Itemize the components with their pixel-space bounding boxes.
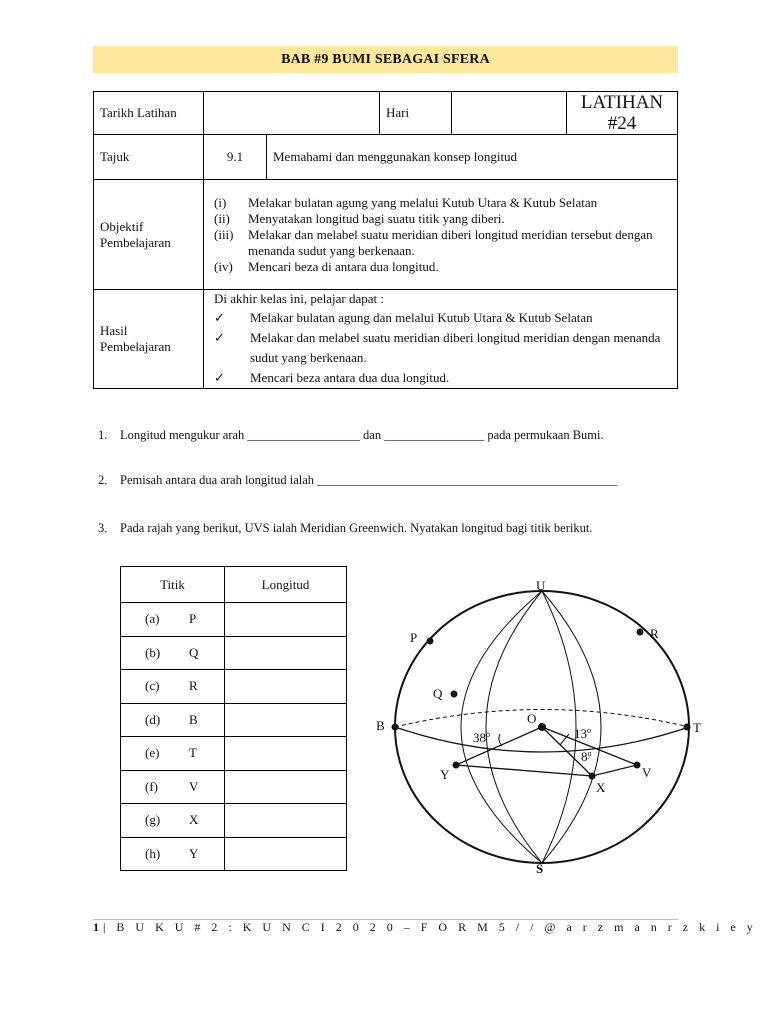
table-row: (e) T (121, 737, 347, 771)
titik-header: Titik (121, 567, 225, 603)
answer-cell[interactable] (225, 737, 347, 771)
tajuk-label: Tajuk (94, 135, 204, 180)
tarikh-label: Tarikh Latihan (94, 92, 204, 135)
meridian-left-outer (461, 591, 542, 863)
point-t-marker (684, 724, 691, 731)
outcome-item: ✓ Melakar dan melabel suatu meridian diberi longitud meridian dengan menanda sudut yang berkenaan. (214, 328, 671, 368)
meridian-left-inner (486, 591, 542, 863)
hari-label: Hari (380, 92, 452, 135)
label-v: V (642, 765, 652, 780)
label-s: S (536, 861, 544, 876)
check-icon: ✓ (214, 330, 225, 345)
objectives-cell (204, 180, 678, 290)
question-2: 2. Pemisah antara dua arah longitud ialah ________________________________________________ (98, 473, 618, 487)
angle-label-38: 38$^o$ (473, 730, 490, 745)
label-q: Q (433, 686, 443, 701)
answer-cell[interactable] (225, 603, 347, 637)
label-p: P (410, 630, 418, 645)
hasil-label-line2: Pembelajaran (100, 339, 171, 354)
point-p-marker (427, 638, 434, 645)
hasil-label (94, 290, 204, 389)
footer-text: | B U K U # 2 : K U N C I 2 0 2 0 – F O R M 5 / / @ a r z m a n r z k i e y (103, 920, 757, 934)
objektif-label-line1: Objektif (100, 218, 144, 234)
point-r-marker (637, 629, 644, 636)
longitud-header: Longitud (225, 567, 347, 603)
tajuk-text: Memahami dan menggunakan konsep longitud (267, 135, 678, 180)
point-y-marker (453, 762, 460, 769)
table-row: (a) P (121, 603, 347, 637)
answer-cell[interactable] (225, 770, 347, 804)
objective-item: (iv) Mencari beza di antara dua longitud. (214, 258, 439, 274)
meridian-greenwich (542, 591, 576, 863)
angle-label-8: 8$^o$ (581, 749, 592, 764)
tarikh-value (204, 92, 380, 135)
label-r: R (650, 626, 659, 641)
label-b: B (376, 718, 385, 733)
answer-cell[interactable] (225, 670, 347, 704)
page-number: 1 (93, 920, 103, 934)
label-y: Y (440, 767, 450, 782)
point-x-marker (589, 773, 596, 780)
angle-label-13: 13$^o$ (574, 726, 591, 741)
check-icon: ✓ (214, 370, 225, 385)
outcomes-intro: Di akhir kelas ini, pelajar dapat : (214, 291, 385, 306)
point-q-marker (451, 691, 458, 698)
hasil-label-line1: Hasil (100, 323, 128, 338)
objective-item: (i) Melakar bulatan agung yang melalui Kutub Utara & Kutub Selatan (214, 194, 598, 210)
table-row: (h) Y (121, 837, 347, 871)
objective-item: (iii) Melakar dan melabel suatu meridian diberi longitud meridian tersebut dengan menanda sudut yang berkenaan. (214, 226, 653, 258)
objektif-label-line2: Pembelajaran (100, 234, 171, 250)
answer-cell[interactable] (225, 703, 347, 737)
latihan-title: LATIHAN (580, 92, 664, 113)
outcome-item: ✓ Mencari beza antara dua dua longitud. (214, 368, 671, 388)
answer-cell[interactable] (225, 804, 347, 838)
point-b-marker (392, 724, 399, 731)
question-3: 3. Pada rajah yang berikut, UVS ialah Meridian Greenwich. Nyatakan longitud bagi titik berikut. (98, 521, 593, 535)
center-o-marker (538, 723, 546, 731)
hari-value (452, 92, 567, 135)
latihan-number (567, 92, 678, 135)
table-row: (g) X (121, 804, 347, 838)
objective-item: (ii) Menyatakan longitud bagi suatu titik yang diberi. (214, 210, 505, 226)
globe-diagram (360, 572, 710, 882)
table-row: (b) Q (121, 636, 347, 670)
lesson-info-table (93, 91, 678, 389)
table-row: (d) B (121, 703, 347, 737)
check-icon: ✓ (214, 310, 225, 325)
answer-cell[interactable] (225, 636, 347, 670)
label-x: X (596, 780, 606, 795)
chord-xv (592, 765, 637, 776)
answer-cell[interactable] (225, 837, 347, 871)
objektif-label (94, 180, 204, 290)
outcome-item: ✓ Melakar bulatan agung dan melalui Kutub Utara & Kutub Selatan (214, 308, 671, 328)
latihan-id: #24 (607, 113, 637, 134)
tajuk-number: 9.1 (204, 135, 267, 180)
meridian-right (542, 591, 601, 863)
chapter-banner: BAB #9 BUMI SEBAGAI SFERA (93, 46, 678, 73)
label-o: O (527, 711, 537, 726)
question-1: 1. Longitud mengukur arah __________________ dan ________________ pada permukaan Bumi. (98, 428, 604, 442)
page-footer (93, 920, 757, 935)
label-t: T (693, 720, 701, 735)
table-row: (c) R (121, 670, 347, 704)
label-u: U (536, 578, 546, 593)
point-v-marker (634, 762, 641, 769)
answer-table (120, 566, 347, 871)
table-row: (f) V (121, 770, 347, 804)
outcomes-cell (204, 290, 678, 389)
chord-yx (456, 765, 592, 776)
